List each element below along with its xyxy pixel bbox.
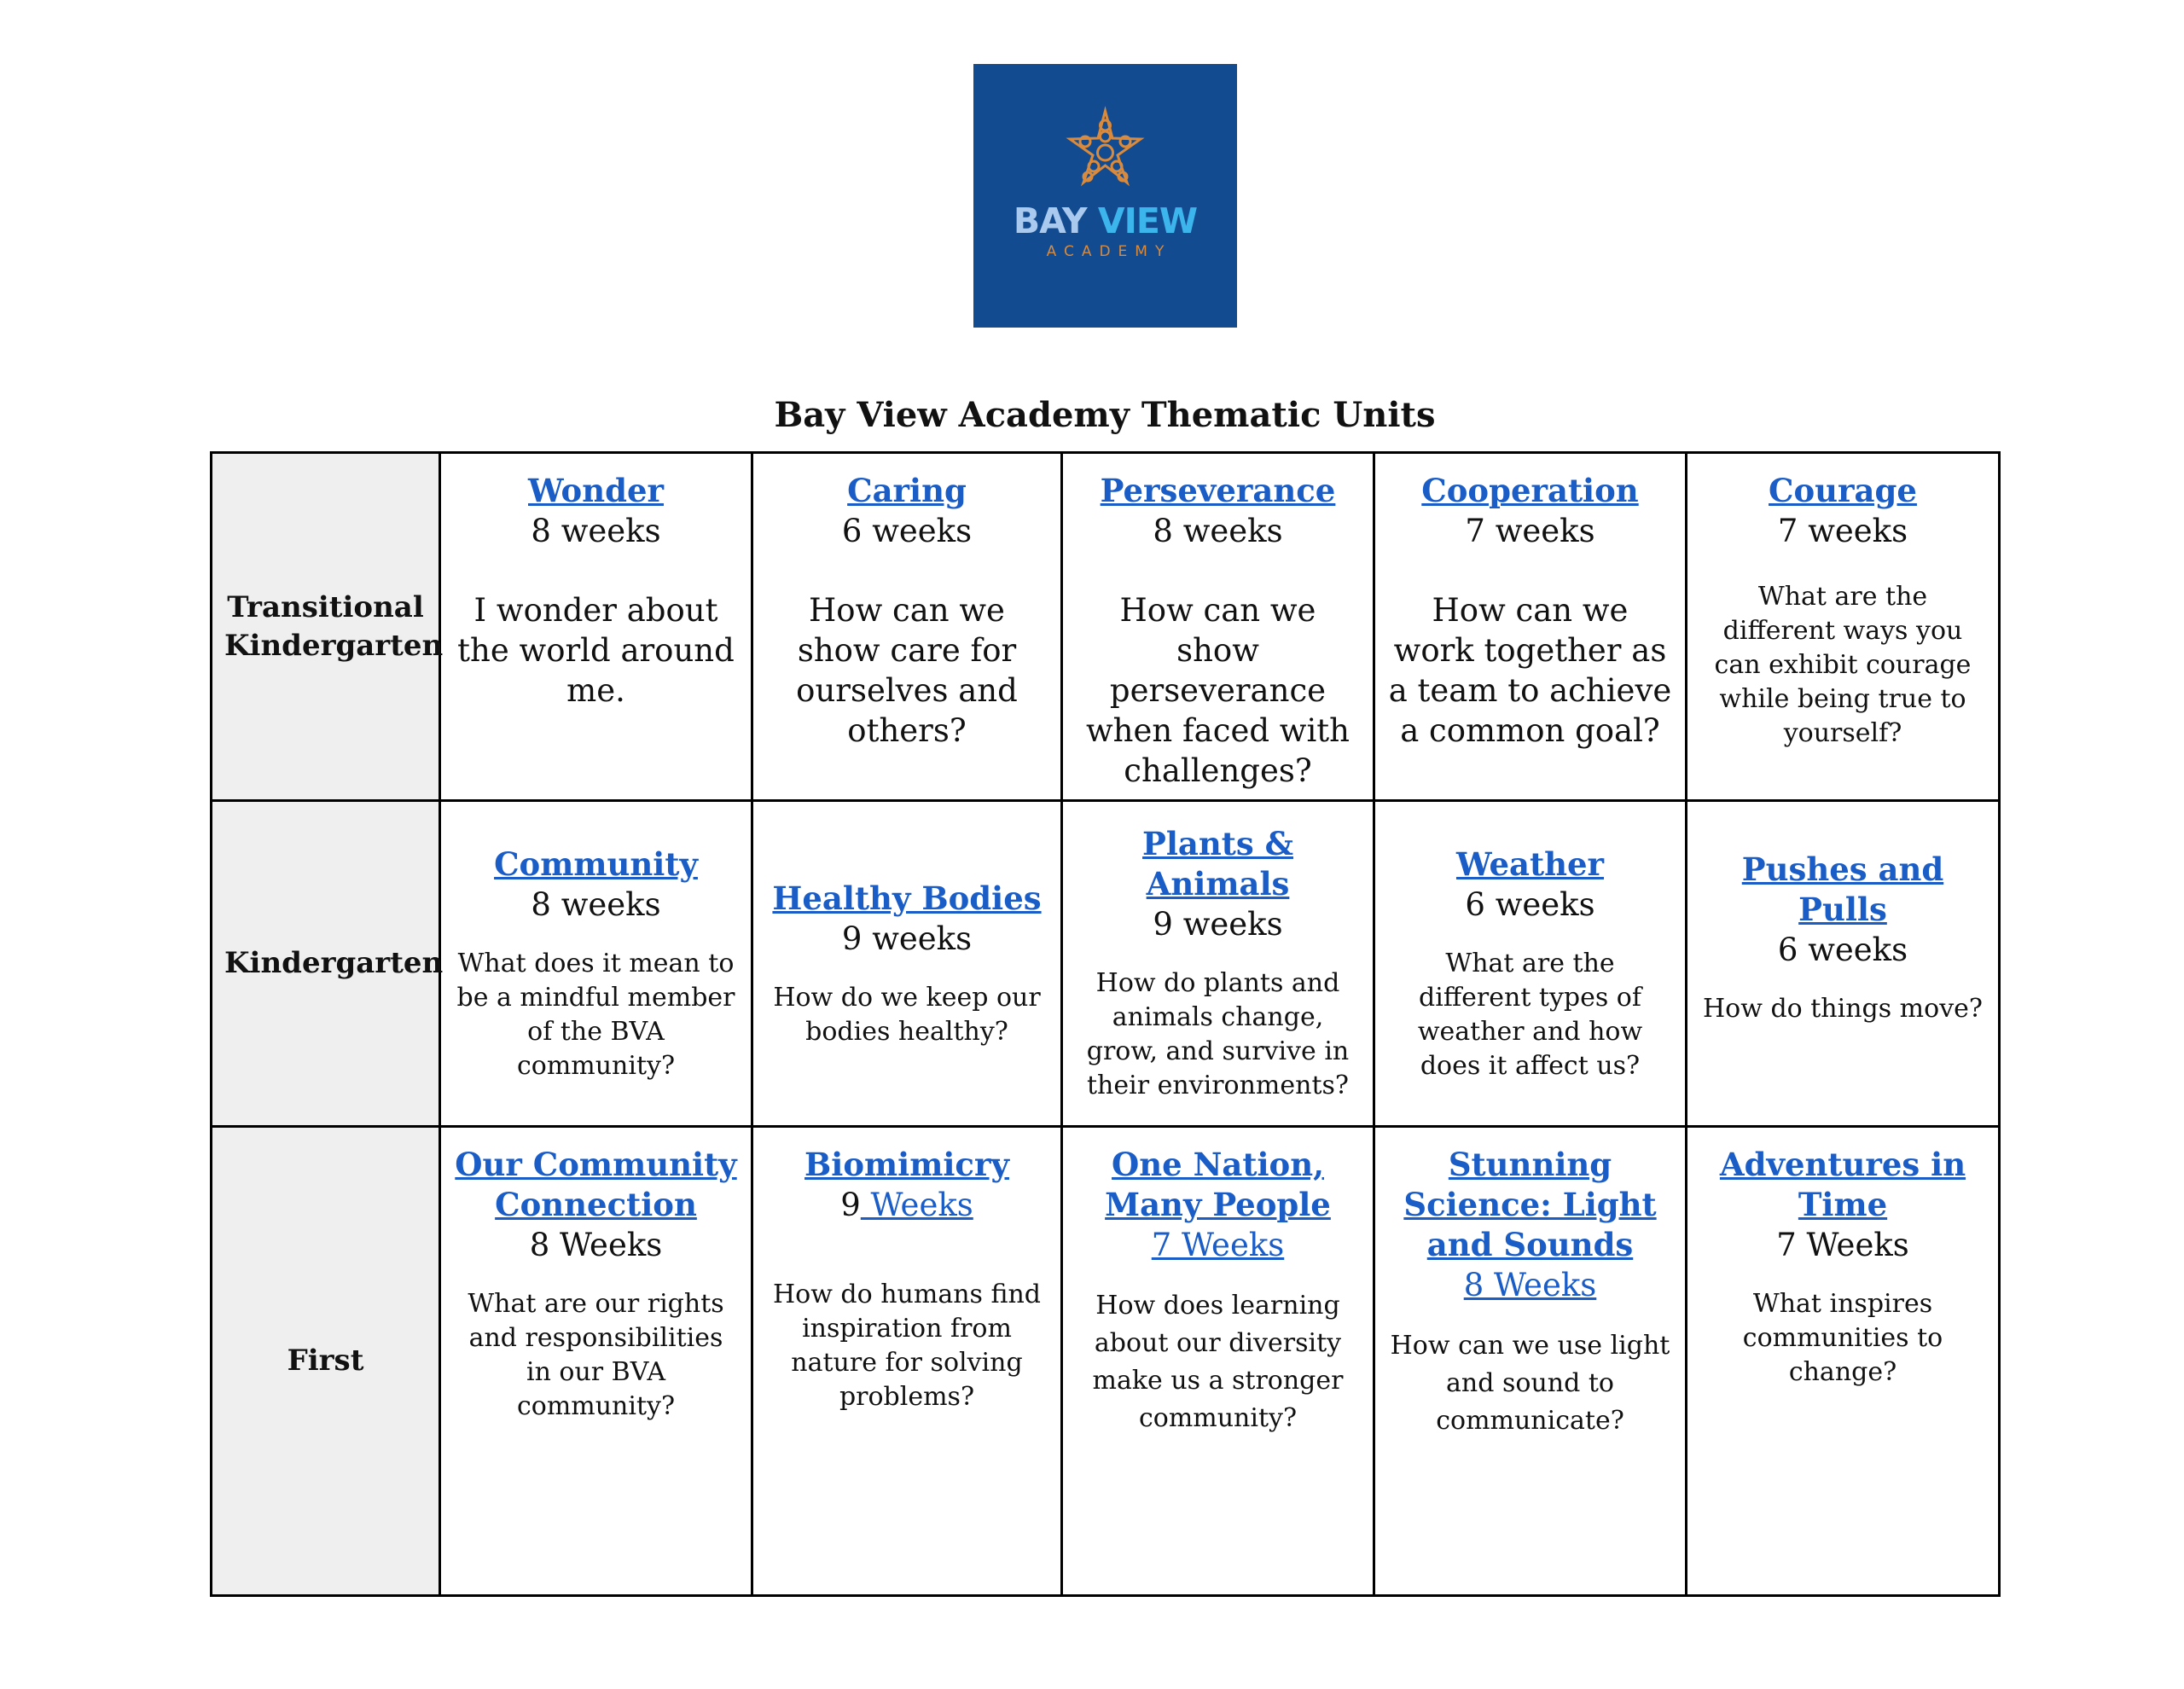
school-logo — [973, 64, 1237, 328]
unit-link[interactable]: Stunning Science: Light and Sounds — [1403, 1146, 1657, 1263]
unit-duration: 9 Weeks — [840, 1187, 973, 1223]
unit-duration: 9 weeks — [1153, 906, 1283, 943]
unit-cell — [440, 1127, 752, 1596]
unit-link[interactable]: Courage — [1769, 472, 1917, 509]
logo-subtitle: ACADEMY — [1046, 243, 1172, 260]
unit-cell — [440, 453, 752, 801]
unit-link[interactable]: Wonder — [527, 472, 665, 509]
unit-link[interactable]: Weather — [1455, 844, 1605, 883]
unit-cell — [1687, 1127, 2000, 1596]
unit-cell — [1062, 801, 1374, 1127]
unit-cell — [1062, 1127, 1374, 1596]
unit-duration: 6 weeks — [1777, 932, 1908, 968]
essential-question: How can we work together as a team to achieve a common goal? — [1388, 592, 1672, 749]
table-row-kindergarten — [212, 801, 2000, 1127]
grade-label-kindergarten: Kindergarten — [212, 801, 440, 1127]
essential-question: How do things move? — [1703, 994, 1983, 1024]
essential-question: What are our rights and responsibilities in our BVA community? — [468, 1289, 724, 1421]
essential-question: What are the different ways you can exhibit courage while being true to yourself? — [1714, 582, 1972, 748]
unit-link[interactable]: Healthy Bodies — [772, 879, 1042, 917]
table-row-first — [212, 1127, 2000, 1596]
essential-question: How do plants and animals change, grow, and survive in their environments? — [1086, 968, 1350, 1100]
unit-duration: 7 Weeks — [1776, 1227, 1909, 1263]
unit-cell — [752, 1127, 1062, 1596]
unit-duration: 8 weeks — [531, 885, 661, 923]
unit-link[interactable]: Cooperation — [1421, 472, 1639, 509]
unit-link[interactable]: Caring — [847, 472, 967, 509]
unit-cell — [1374, 453, 1687, 801]
unit-link[interactable]: Our Community Connection — [455, 1146, 737, 1223]
unit-link[interactable]: One Nation, Many People — [1105, 1146, 1331, 1223]
unit-cell — [1687, 801, 2000, 1127]
essential-question: I wonder about the world around me. — [457, 592, 735, 709]
weeks-link[interactable]: Weeks — [860, 1187, 973, 1223]
weeks-link[interactable]: 7 Weeks — [1151, 1227, 1285, 1263]
unit-cell — [1374, 1127, 1687, 1596]
weeks-link[interactable]: 8 Weeks — [1463, 1267, 1597, 1303]
essential-question: How does learning about our diversity make us a stronger community? — [1092, 1291, 1344, 1433]
table-row-tk — [212, 453, 2000, 801]
essential-question: What does it mean to be a mindful member of the BVA community? — [456, 948, 735, 1081]
unit-duration: 8 Weeks — [529, 1227, 663, 1263]
thematic-units-table — [210, 451, 2001, 1597]
essential-question: What inspires communities to change? — [1742, 1289, 1943, 1387]
essential-question: What are the different types of weather and how does it affect us? — [1417, 948, 1643, 1081]
unit-duration: 6 weeks — [1465, 885, 1595, 923]
unit-cell — [1687, 453, 2000, 801]
unit-duration: 6 weeks — [841, 513, 973, 549]
page-title: Bay View Academy Thematic Units — [774, 395, 1436, 435]
logo-wordmark: BAY VIEW — [1013, 200, 1198, 241]
unit-link[interactable]: Perseverance — [1100, 472, 1336, 509]
unit-cell — [1374, 801, 1687, 1127]
essential-question: How do we keep our bodies healthy? — [773, 982, 1041, 1047]
unit-link[interactable]: Plants & Animals — [1142, 825, 1293, 903]
essential-question: How can we use light and sound to communicate? — [1390, 1331, 1670, 1436]
unit-cell — [752, 801, 1062, 1127]
unit-cell — [440, 801, 752, 1127]
unit-duration: 8 weeks — [1153, 513, 1283, 549]
unit-link[interactable]: Biomimicry — [804, 1146, 1009, 1183]
unit-link[interactable]: Community — [494, 844, 698, 883]
unit-duration: 7 weeks — [1465, 513, 1595, 549]
unit-cell — [752, 453, 1062, 801]
essential-question: How can we show perseverance when faced with challenges? — [1085, 592, 1350, 789]
unit-cell — [1062, 453, 1374, 801]
unit-duration: 7 weeks — [1777, 513, 1908, 549]
unit-link[interactable]: Pushes and Pulls — [1741, 850, 1944, 928]
essential-question: How can we show care for ourselves and others? — [796, 592, 1018, 749]
unit-duration: 9 weeks — [841, 920, 973, 957]
essential-question: How do humans find inspiration from nature for solving problems? — [772, 1280, 1041, 1412]
grade-label-tk: Transitional Kindergarten — [212, 453, 440, 801]
star-icon — [973, 64, 1237, 328]
unit-link[interactable]: Adventures in Time — [1719, 1146, 1966, 1223]
unit-duration: 8 weeks — [531, 513, 661, 549]
grade-label-first: First — [212, 1127, 440, 1596]
